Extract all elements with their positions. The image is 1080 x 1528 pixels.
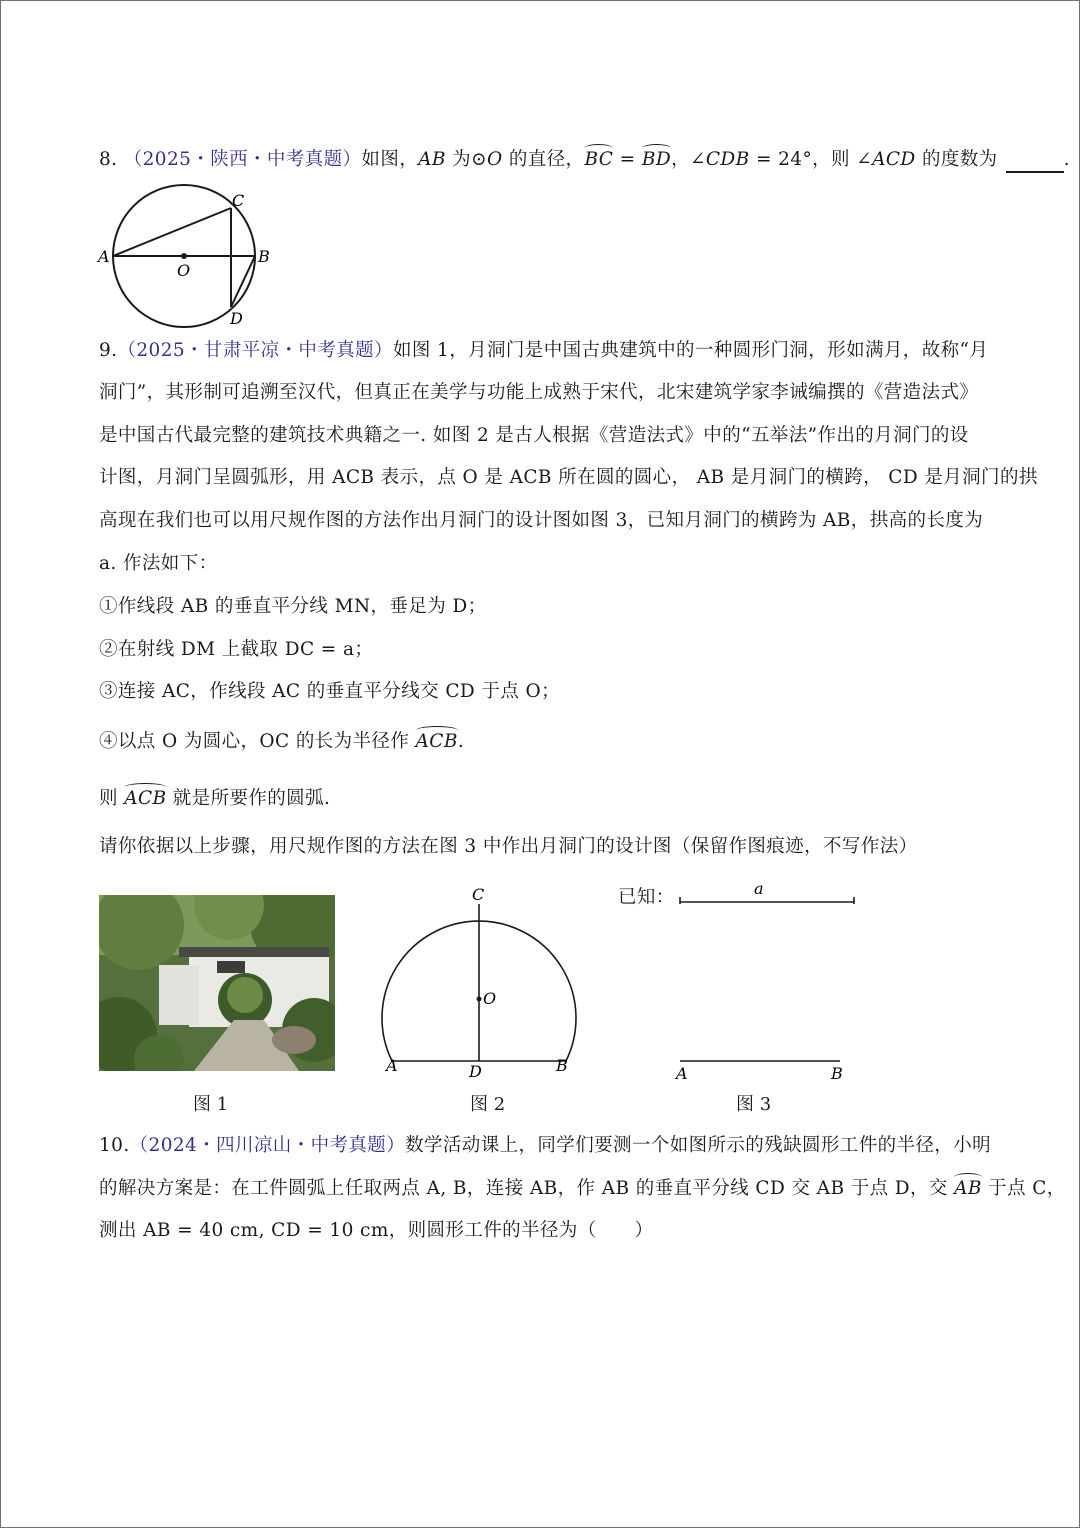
- q8-number: 8.: [99, 149, 118, 170]
- fig3-label-B: B: [831, 1064, 843, 1083]
- q10-source: （2024・四川凉山・中考真题）: [129, 1135, 406, 1156]
- q10-line-1: 10.（2024・四川凉山・中考真题）数学活动课上，同学们要测一个如图所示的残缺圆形工件的半径，小明: [99, 1135, 992, 1156]
- label-a: A: [98, 247, 110, 266]
- arc-acb: ACB: [416, 729, 458, 755]
- q9-step-3: ③连接 AC，作线段 AC 的垂直平分线交 CD 于点 O；: [99, 681, 560, 702]
- q8-circle-figure: [96, 184, 286, 330]
- q9-conclusion: 则 ACB 就是所要作的圆弧.: [99, 786, 1000, 812]
- q9-line-3: 是中国古代最完整的建筑技术典籍之一. 如图 2 是古人根据《营造法式》中的“五举法”作出的月洞门的设: [99, 425, 969, 446]
- q10-number: 10.: [99, 1135, 130, 1156]
- q9-line-5: 高现在我们也可以用尺规作图的方法作出月洞门的设计图如图 3，已知月洞门的横跨为 AB，拱高的长度为: [99, 510, 984, 531]
- arc-bd: BD: [642, 147, 671, 173]
- fig2-design: [380, 880, 600, 1085]
- fig2-label-d: D: [469, 1062, 482, 1081]
- q10-line-3: 测出 AB = 40 cm, CD = 10 cm，则圆形工件的半径为（ ）: [99, 1220, 654, 1241]
- q9-step-1: ①作线段 AB 的垂直平分线 MN，垂足为 D；: [99, 596, 487, 617]
- q9-line-1: 9.（2025・甘肃平凉・中考真题）如图 1，月洞门是中国古典建筑中的一种圆形门洞，形如满月，故称“月: [99, 340, 989, 361]
- q9-step-2: ②在射线 DM 上截取 DC = a；: [99, 639, 374, 660]
- caption-fig3: 图 3: [736, 1094, 772, 1115]
- q10-line-2: 的解决方案是：在工件圆弧上任取两点 A, B，连接 AB，作 AB 的垂直平分线 CD 交 AB 于点 D，交 AB 于点 C，: [99, 1176, 1000, 1202]
- chord-ac: [113, 208, 231, 256]
- arc-bc: BC: [584, 147, 613, 173]
- q8-stem: 8. （2025・陕西・中考真题）如图，AB 为⊙O 的直径，BC = BD，∠CDB = 24°，则 ∠ACD 的度数为 .: [99, 147, 1000, 173]
- fig3-label-A: A: [676, 1064, 688, 1083]
- q9-line-2: 洞门”，其形制可追溯至汉代，但真正在美学与功能上成熟于宋代，北宋建筑学家李诫编撰的《营造法式》: [99, 382, 979, 403]
- moon-gate-photo: [99, 895, 335, 1071]
- caption-fig1: 图 1: [193, 1094, 229, 1115]
- q9-line-4: 计图，月洞门呈圆弧形，用 ACB 表示，点 O 是 ACB 所在圆的圆心， AB 是月洞门的横跨， CD 是月洞门的拱: [99, 467, 1038, 488]
- arc-acb-2: ACB: [124, 786, 166, 812]
- fig3-label-a: a: [754, 879, 764, 898]
- label-d: D: [230, 309, 243, 328]
- q9-request: 请你依据以上步骤，用尺规作图的方法在图 3 中作出月洞门的设计图（保留作图痕迹，不写作法）: [99, 836, 918, 857]
- q9-line-6: a. 作法如下：: [99, 553, 218, 574]
- fig2-label-a: A: [386, 1056, 398, 1075]
- fig3-given: [670, 876, 865, 1086]
- center-o: [477, 997, 482, 1002]
- q9-number: 9.: [99, 340, 118, 361]
- fig2-label-o: O: [483, 989, 497, 1008]
- q9-source: （2025・甘肃平凉・中考真题）: [117, 340, 393, 361]
- center-dot: [181, 253, 187, 259]
- label-b: B: [258, 247, 270, 266]
- caption-fig2: 图 2: [470, 1094, 506, 1115]
- answer-blank: [1006, 153, 1064, 173]
- label-o: O: [177, 261, 191, 280]
- q8-source: （2025・陕西・中考真题）: [123, 149, 362, 170]
- q9-step-4: ④以点 O 为圆心，OC 的长为半径作 ACB.: [99, 729, 1000, 755]
- arc-ab: AB: [954, 1176, 982, 1202]
- fig3-known-label: 已知：: [618, 887, 675, 908]
- label-c: C: [232, 191, 245, 210]
- fig2-label-b: B: [556, 1056, 568, 1075]
- fig2-label-c: C: [472, 885, 485, 904]
- chord-db: [231, 256, 255, 307]
